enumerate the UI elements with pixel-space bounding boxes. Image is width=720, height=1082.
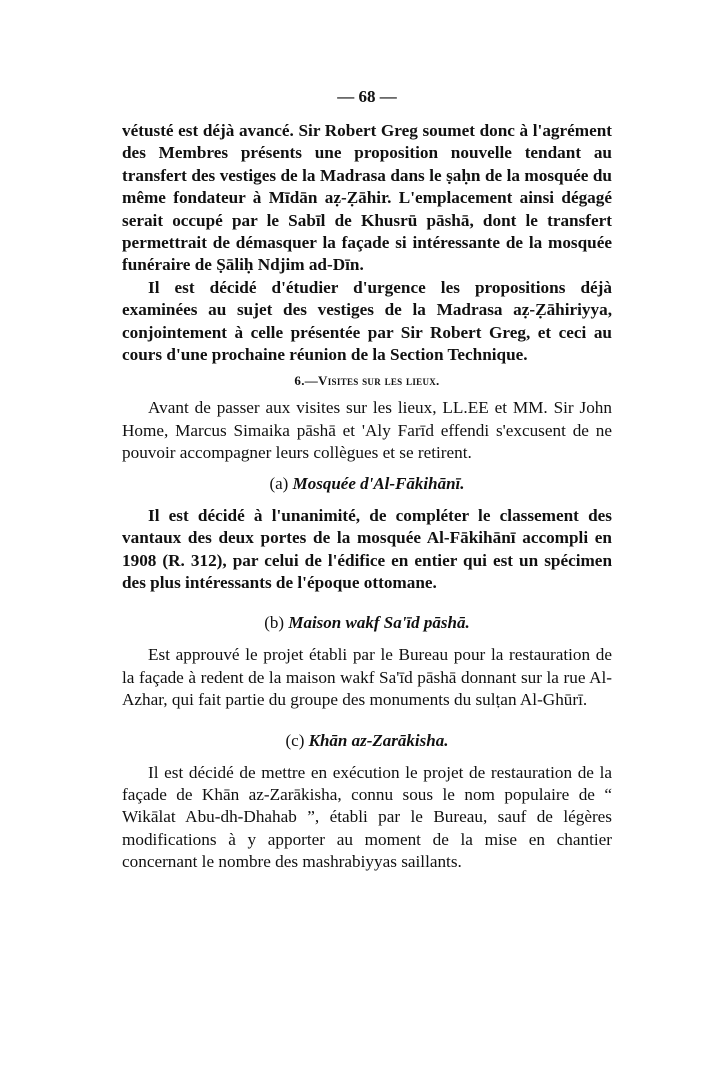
subheading-c-label: (c) (285, 730, 305, 750)
page-number: — 68 — (337, 87, 397, 106)
subheading-c (122, 730, 612, 752)
subheading-a-title: Mosquée d'Al-Fākihānī. (292, 473, 465, 493)
subheading-c-title: Khān az-Zarākisha. (308, 730, 449, 750)
subheading-b (122, 612, 612, 634)
paragraph-decision-madrasa: Il est décidé d'étudier d'urgence les propositions déjà examinées au sujet des vestiges de la Madrasa aẓ-Ẓāhiriyya, conjointement à celle présentée par Sir Robert Greg, et ceci au cours d'une prochaine réunion de la Section Technique. (122, 277, 612, 365)
paragraph-continuation: vétusté est déjà avancé. Sir Robert Greg soumet donc à l'agrément des Membres présents une proposition nouvelle tendant au transfert des vestiges de la Madrasa dans le ṣaḥn de la mosquée du même fondateur à Mīdān aẓ-Ẓāhir. L'emplacement ainsi dégagé serait occupé par le Sabīl de Khusrū pāshā, dont le transfert permettrait de démasquer la façade si intéressante de la mosquée funéraire de Ṣāliḥ Ndjim ad-Dīn. (122, 121, 612, 275)
subheading-b-title: Maison wakf Sa'īd pāshā. (288, 613, 470, 633)
paragraph-khan-zarakisha: Il est décidé de mettre en exécution le projet de restauration de la façade de Khān az-Zarākisha, connu sous le nom populaire de “ Wikālat Abu-dh-Dhahab ”, établi par le Bureau, sauf de légères modifications à y apporter au moment de la mise en chantier concernant le nombre des mashrabiyyas saillants. (122, 762, 612, 872)
subheading-a (122, 473, 612, 495)
section-heading-text: 6.—Visites sur les lieux. (294, 373, 440, 389)
paragraph-excuses: Avant de passer aux visites sur les lieux, LL.EE et MM. Sir John Home, Marcus Simaika pāshā et 'Aly Farīd effendi s'excusent de ne pouvoir accompagner leurs collègues et se retirent. (122, 398, 612, 463)
subheading-a-label: (a) (269, 473, 289, 493)
paragraph-fakihani: Il est décidé à l'unanimité, de compléter le classement des vantaux des deux portes de la mosquée Al-Fākihānī accompli en 1908 (R. 312), par celui de l'édifice en entier qui est un spécimen des plus intéressants de l'époque ottomane. (122, 505, 612, 592)
section-heading-visites (122, 371, 612, 391)
subheading-b-label: (b) (264, 613, 285, 633)
paragraph-maison-wakf: Est approuvé le projet établi par le Bureau pour la restauration de la façade à redent de la maison wakf Sa'īd pāshā donnant sur la rue Al-Azhar, qui fait partie du groupe des monuments du sulṭan Al-Ghūrī. (122, 645, 612, 710)
document-page (122, 86, 612, 874)
